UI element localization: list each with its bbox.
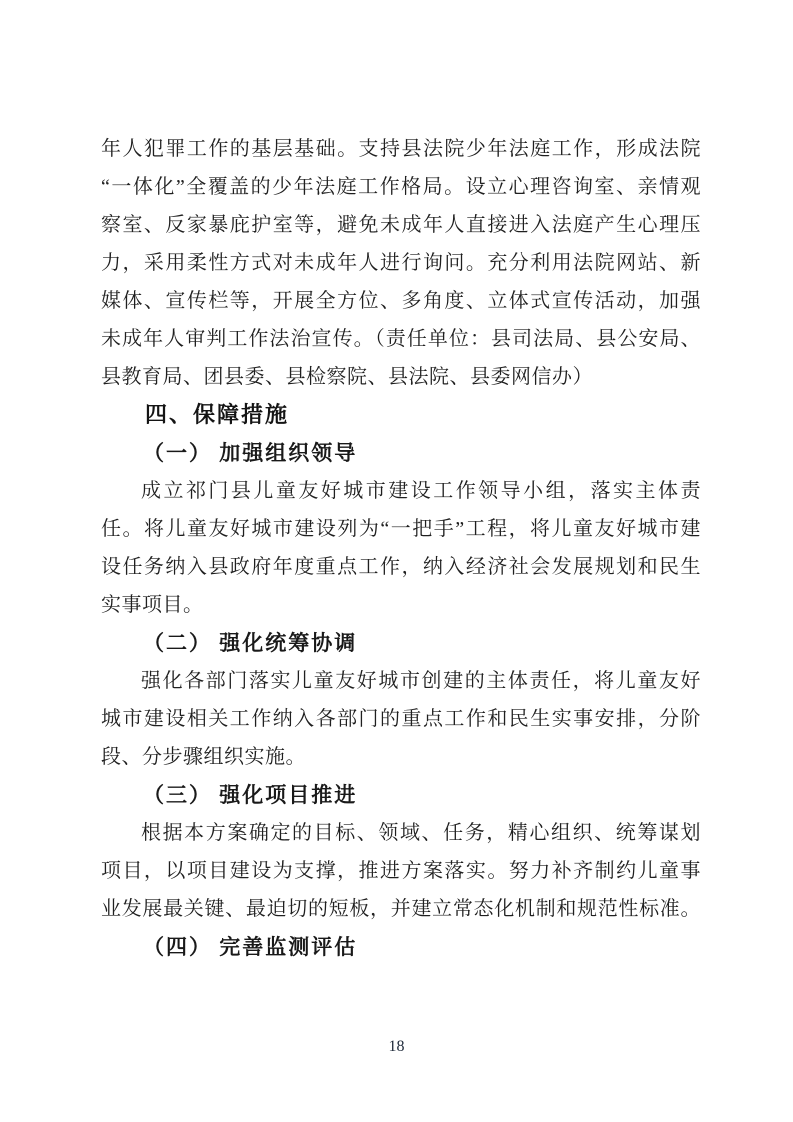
text-line: 未成年人审判工作法治宣传。（责任单位：县司法局、县公安局、	[101, 328, 701, 350]
text-line: 察室、反家暴庇护室等，避免未成年人直接进入法庭产生心理压	[101, 214, 701, 236]
text-line: 县教育局、团县委、县检察院、县法院、县委网信办）	[101, 366, 593, 388]
text-line: 任。将儿童友好城市建设列为“一把手”工程，将儿童友好城市建	[101, 518, 701, 540]
page-content	[101, 130, 701, 966]
subsection-heading: （四） 完善监测评估	[143, 935, 358, 959]
text-line: 实事项目。	[101, 594, 204, 616]
text-line: 成立祁门县儿童友好城市建设工作领导小组，落实主体责	[141, 480, 701, 502]
subsection-heading: （三） 强化项目推进	[143, 783, 358, 807]
text-line: 年人犯罪工作的基层基础。支持县法院少年法庭工作，形成法院	[101, 138, 701, 160]
text-line: “一体化”全覆盖的少年法庭工作格局。设立心理咨询室、亲情观	[101, 176, 701, 198]
subsection-heading: （一） 加强组织领导	[143, 441, 358, 465]
text-line: 城市建设相关工作纳入各部门的重点工作和民生实事安排，分阶	[101, 708, 701, 730]
text-line: 业发展最关键、最迫切的短板，并建立常态化机制和规范性标准。	[101, 898, 701, 920]
text-line: 力，采用柔性方式对未成年人进行询问。充分利用法院网站、新	[101, 252, 701, 274]
text-line: 设任务纳入县政府年度重点工作，纳入经济社会发展规划和民生	[101, 556, 701, 578]
text-line: 强化各部门落实儿童友好城市创建的主体责任，将儿童友好	[141, 670, 701, 692]
text-line: 根据本方案确定的目标、领域、任务，精心组织、统筹谋划	[141, 822, 701, 844]
text-line: 段、分步骤组织实施。	[101, 746, 306, 768]
text-line: 媒体、宣传栏等，开展全方位、多角度、立体式宣传活动，加强	[101, 290, 701, 312]
text-line: 项目，以项目建设为支撑，推进方案落实。努力补齐制约儿童事	[101, 860, 701, 882]
page-number: 18	[388, 1038, 405, 1055]
section-heading: 四、保障措施	[145, 402, 290, 427]
subsection-heading: （二） 强化统筹协调	[143, 631, 358, 655]
